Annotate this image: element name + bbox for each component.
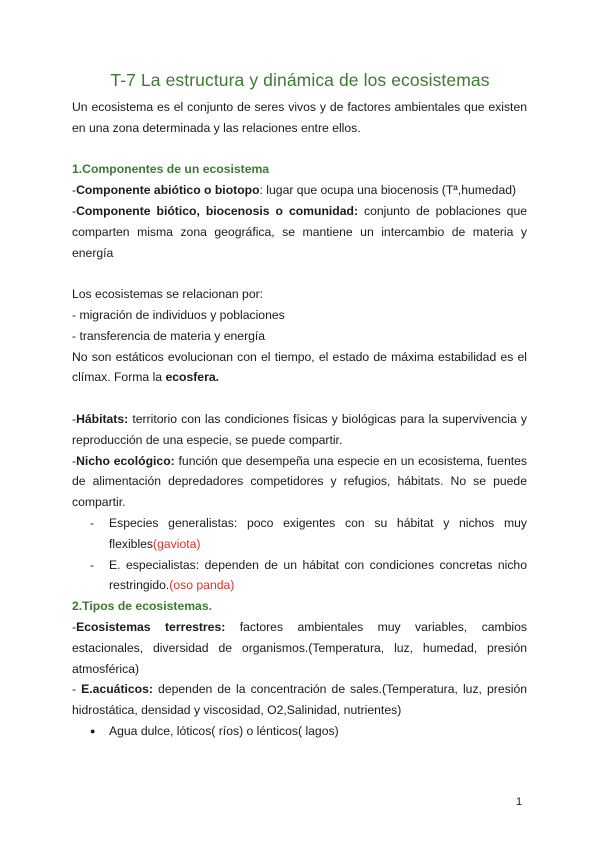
dash-marker: - xyxy=(90,515,95,530)
aquatic-text: dependen de la concentración de sales.(Temperatura, luz, presión hidrostática, densidad y viscosidad, O2,Salinidad, nutrientes) xyxy=(72,682,527,718)
abiotic-paragraph: -Componente abiótico o biotopo: lugar que ocupa una biocenosis (Tª,humedad) xyxy=(72,183,517,198)
nicho-term: Nicho ecológico: xyxy=(76,453,175,468)
document-title: T-7 La estructura y dinámica de los ecosistemas xyxy=(110,70,490,90)
list-item-generalists xyxy=(72,513,527,555)
climax-text: No son estáticos evolucionan con el tiempo, el estado de máxima estabilidad es el clímax. Forma la xyxy=(72,349,527,385)
terrestrial-text: factores ambientales muy variables, cambios estacionales, diversidad de organismos.(Temperatura, luz, humedad, presión atmosférica) xyxy=(72,619,527,676)
aquatic-list xyxy=(72,721,527,742)
habitat-text: territorio con las condiciones físicas y biológicas para la supervivencia y reproducción de una especie, se puede compartir. xyxy=(72,411,527,447)
document-body xyxy=(72,97,527,742)
aquatic-term: E.acuáticos: xyxy=(81,682,153,697)
relations-item-transfer: - transferencia de materia y energía xyxy=(72,328,266,343)
bullet-marker: ● xyxy=(90,725,96,736)
relations-item-migration: - migración de individuos y poblaciones xyxy=(72,307,285,322)
biotic-term: Componente biótico, biocenosis o comunidad: xyxy=(76,203,359,218)
page-number: 1 xyxy=(516,796,523,808)
list-item-specialists xyxy=(72,555,527,597)
biotic-text: conjunto de poblaciones que comparten misma zona geográfica, se mantiene un intercambio de materia y energía xyxy=(72,203,527,260)
specialists-text: E. especialistas: dependen de un hábitat con condiciones concretas nicho restringido. xyxy=(109,557,527,593)
specialists-example: (oso panda) xyxy=(169,578,235,593)
climax-paragraph xyxy=(72,347,527,389)
relations-intro: Los ecosistemas se relacionan por: xyxy=(72,287,264,302)
ecosfera-term: ecosfera. xyxy=(165,370,219,385)
habitat-term: Hábitats: xyxy=(76,411,129,426)
generalists-example: (gaviota) xyxy=(153,536,201,551)
intro-paragraph: Un ecosistema es el conjunto de seres vivos y de factores ambientales que existen en una zona determinada y las relaciones entre ellos. xyxy=(72,100,527,135)
generalists-text: Especies generalistas: poco exigentes con su hábitat y nichos muy flexibles xyxy=(109,515,527,551)
abiotic-term: Componente abiótico o biotopo xyxy=(76,183,260,198)
nicho-text: función que desempeña una especie en un ecosistema, fuentes de alimentación depredadores competidores y refugios, hábitats. No se puede compartir. xyxy=(72,453,527,510)
section-heading-types: 2.Tipos de ecosistemas. xyxy=(72,599,212,614)
species-list xyxy=(72,513,527,596)
terrestrial-paragraph: -Ecosistemas terrestres: factores ambientales muy variables, cambios estacionales, diversidad de organismos.(Temperatura, luz, humedad, presión atmosférica) xyxy=(72,619,527,676)
nicho-paragraph: -Nicho ecológico: función que desempeña una especie en un ecosistema, fuentes de alimentación depredadores competidores y refugios, hábitats. No se puede compartir. xyxy=(72,453,527,510)
list-item-freshwater xyxy=(72,721,527,742)
freshwater-text: Agua dulce, lóticos( ríos) o lénticos( lagos) xyxy=(109,723,339,738)
section-heading-components: 1.Componentes de un ecosistema xyxy=(72,162,270,177)
aquatic-paragraph: - E.acuáticos: dependen de la concentración de sales.(Temperatura, luz, presión hidrostática, densidad y viscosidad, O2,Salinidad, nutrientes) xyxy=(72,682,527,718)
habitat-paragraph: -Hábitats: territorio con las condiciones físicas y biológicas para la supervivencia y reproducción de una especie, se puede compartir. xyxy=(72,411,527,447)
abiotic-text: : lugar que ocupa una biocenosis (Tª,humedad) xyxy=(259,183,517,198)
biotic-paragraph: -Componente biótico, biocenosis o comunidad: conjunto de poblaciones que comparten misma zona geográfica, se mantiene un intercambio de materia y energía xyxy=(72,203,527,260)
terrestrial-term: Ecosistemas terrestres: xyxy=(76,619,226,634)
dash-marker: - xyxy=(90,557,95,572)
